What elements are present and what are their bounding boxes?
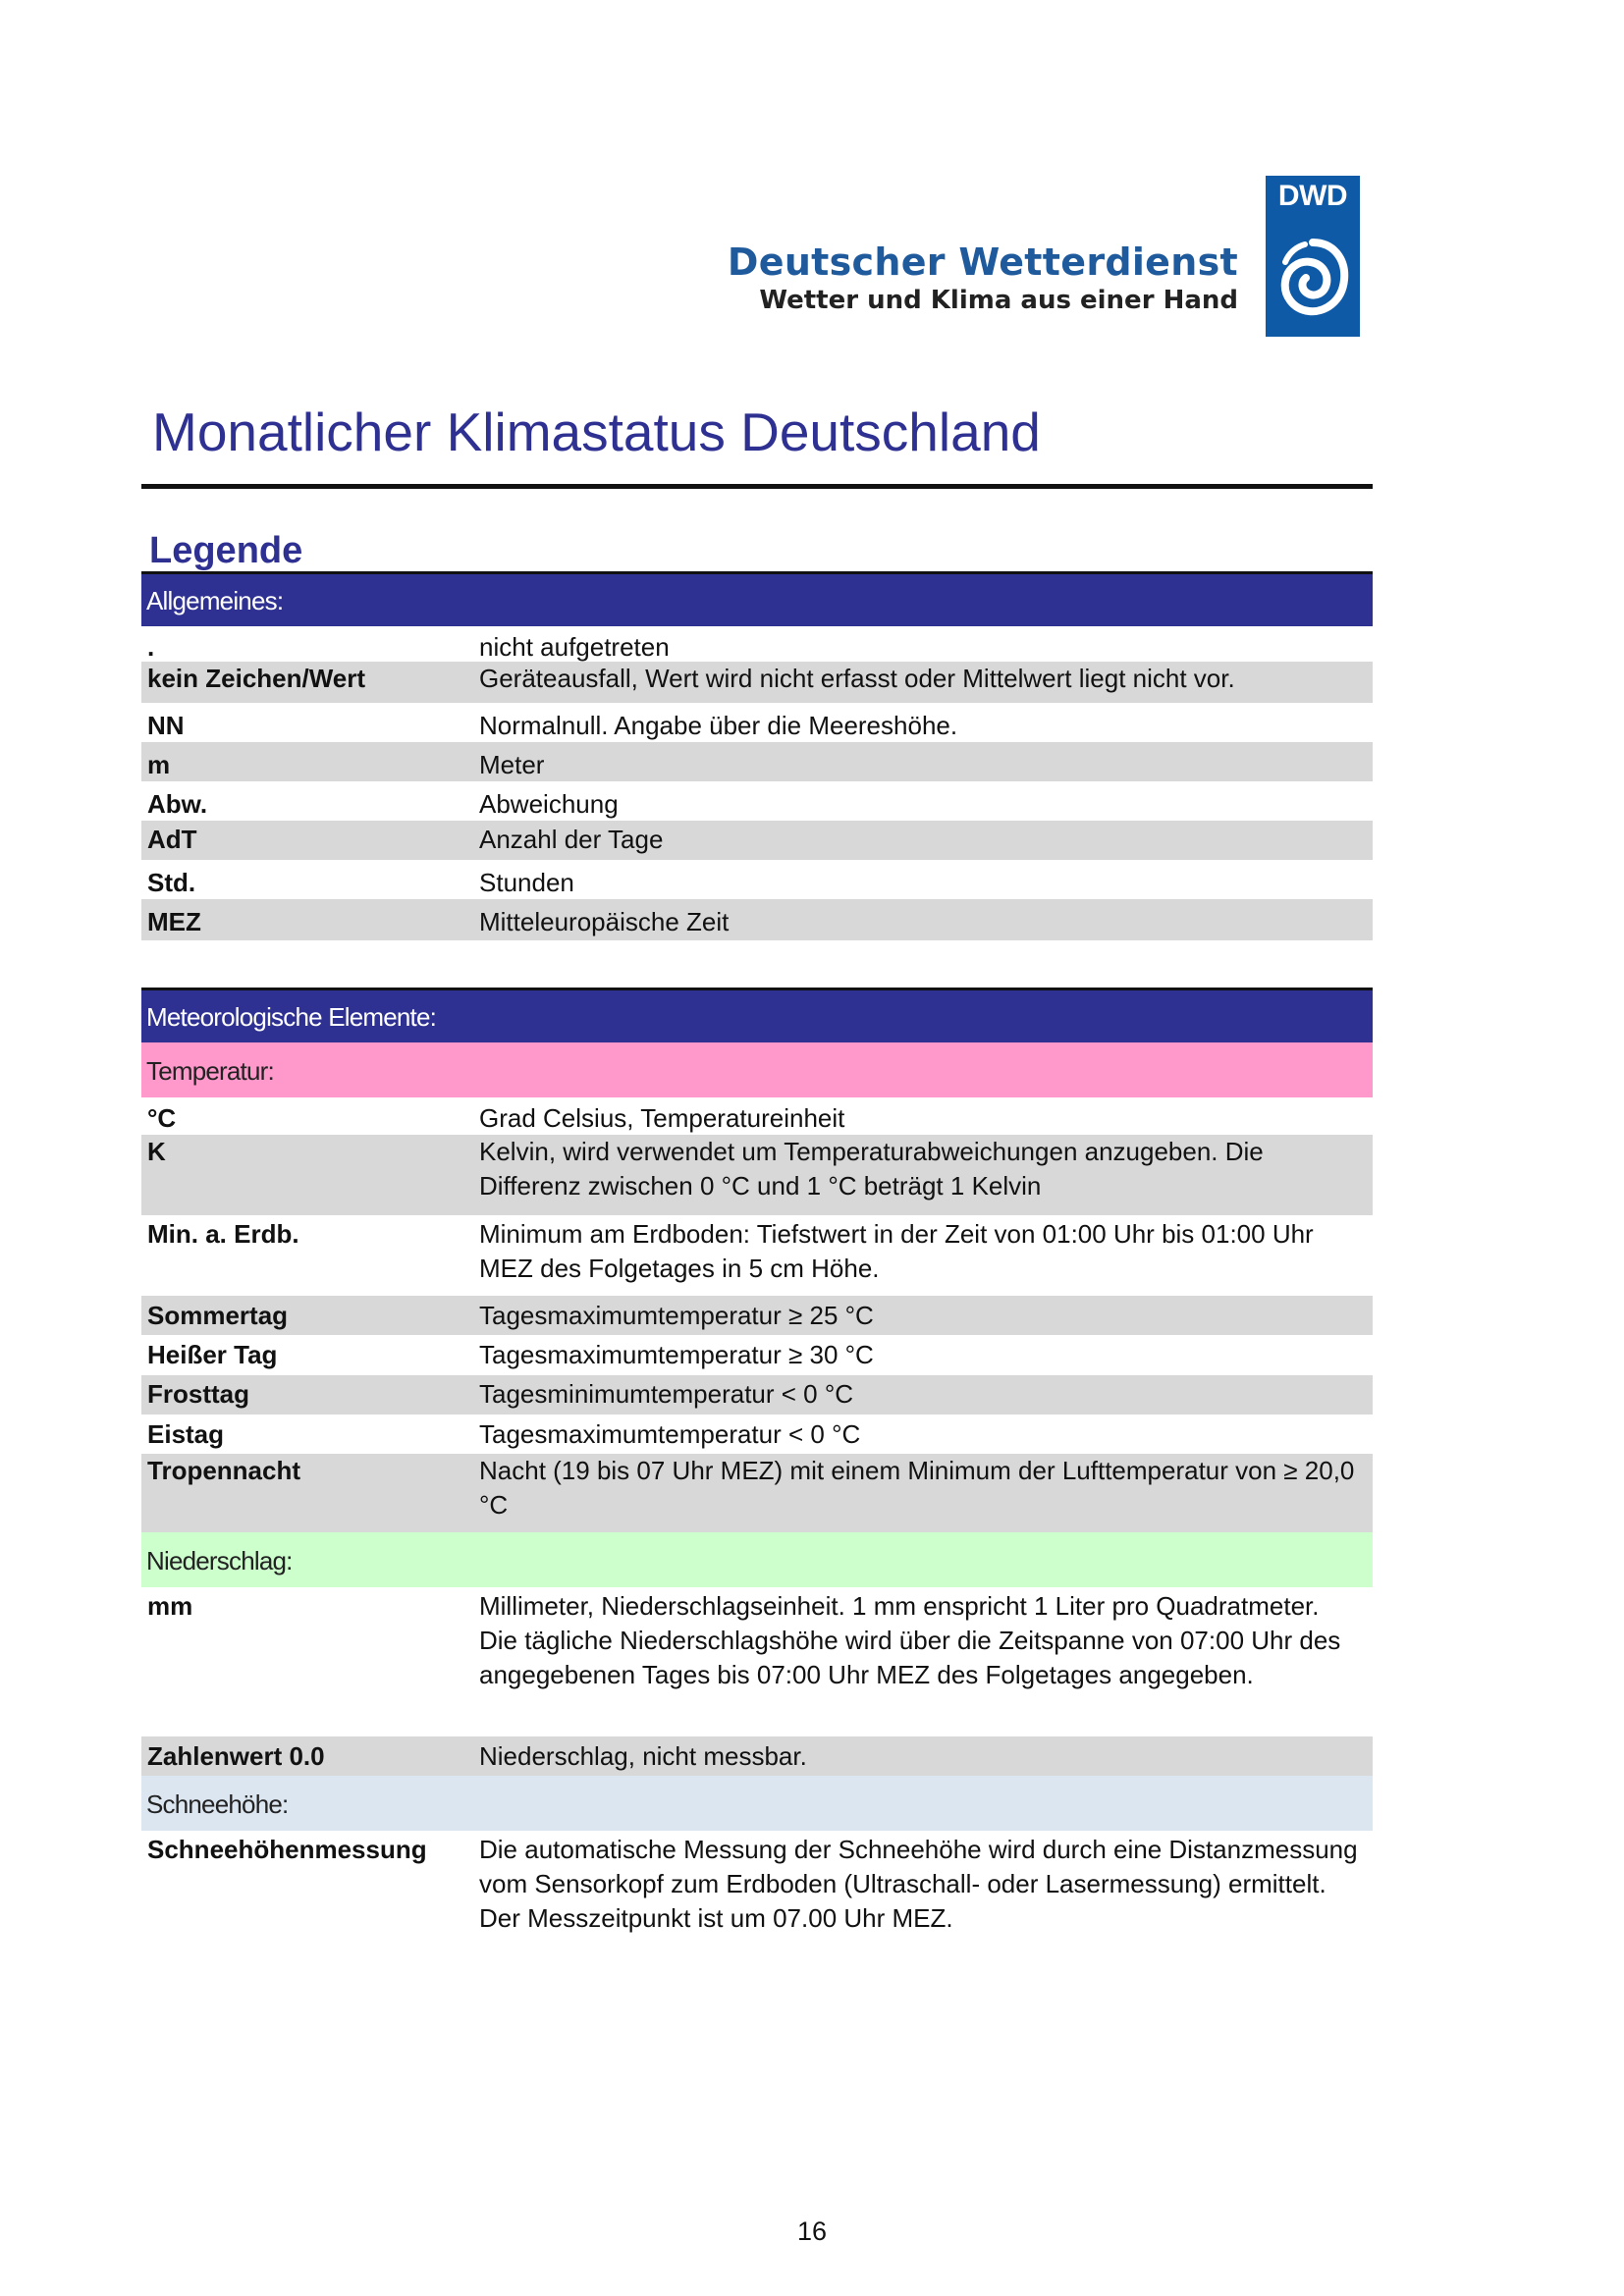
- general-header: Allgemeines:: [141, 571, 1373, 626]
- term: m: [147, 750, 171, 779]
- term: Sommertag: [147, 1301, 289, 1330]
- elements-table: [141, 988, 1373, 1968]
- description: Stunden: [479, 868, 574, 897]
- description: Nacht (19 bis 07 Uhr MEZ) mit einem Minimum der Lufttemperatur von ≥ 20,0 °C: [479, 1456, 1355, 1520]
- term: Tropennacht: [147, 1456, 301, 1485]
- description: Tagesmaximumtemperatur ≥ 30 °C: [479, 1340, 874, 1369]
- logo-tagline: Wetter und Klima aus einer Hand: [759, 286, 1238, 315]
- term: Std.: [147, 868, 196, 897]
- term: Abw.: [147, 789, 208, 819]
- description: Minimum am Erdboden: Tiefstwert in der Zeit von 01:00 Uhr bis 01:00 Uhr MEZ des Folgetages in 5 cm Höhe.: [479, 1219, 1314, 1283]
- logo-text: [728, 240, 1238, 317]
- table-row: [141, 1736, 1373, 1776]
- description: Normalnull. Angabe über die Meereshöhe.: [479, 711, 958, 740]
- term: kein Zeichen/Wert: [147, 664, 366, 693]
- snow-header: Schneehöhe:: [141, 1776, 1373, 1831]
- description: Meter: [479, 750, 545, 779]
- term: Heißer Tag: [147, 1340, 278, 1369]
- description: Mitteleuropäische Zeit: [479, 907, 730, 936]
- table-row: [141, 899, 1373, 940]
- legend-title: Legende: [149, 530, 303, 571]
- table-row: [141, 1587, 1373, 1736]
- term: .: [147, 632, 155, 662]
- page-title: Monatlicher Klimastatus Deutschland: [152, 401, 1041, 462]
- elements-header: Meteorologische Elemente:: [141, 988, 1373, 1042]
- description: Tagesmaximumtemperatur < 0 °C: [479, 1419, 861, 1449]
- table-row: [141, 742, 1373, 781]
- table-row: [141, 781, 1373, 821]
- term: mm: [147, 1591, 193, 1621]
- term: Frosttag: [147, 1379, 249, 1409]
- table-row: [141, 1296, 1373, 1335]
- precipitation-header: Niederschlag:: [141, 1532, 1373, 1587]
- table-row: [141, 1454, 1373, 1532]
- swirl-icon: [1275, 233, 1350, 321]
- table-row: [141, 1097, 1373, 1135]
- general-table: [141, 571, 1373, 940]
- table-row: [141, 1375, 1373, 1415]
- term: Zahlenwert 0.0: [147, 1741, 325, 1771]
- table-row: [141, 1335, 1373, 1375]
- table-row: [141, 626, 1373, 662]
- term: Schneehöhenmessung: [147, 1835, 427, 1864]
- term: MEZ: [147, 907, 201, 936]
- term: Eistag: [147, 1419, 225, 1449]
- term: Min. a. Erdb.: [147, 1219, 299, 1249]
- term: NN: [147, 711, 185, 740]
- description-line: Der Messzeitpunkt ist um 07.00 Uhr MEZ.: [479, 1903, 953, 1933]
- dwd-emblem: [1266, 176, 1360, 337]
- description: Anzahl der Tage: [479, 825, 664, 854]
- description: Grad Celsius, Temperatureinheit: [479, 1103, 845, 1133]
- description: [479, 1833, 1373, 1968]
- table-row: [141, 703, 1373, 742]
- table-row: [141, 1135, 1373, 1215]
- description: nicht aufgetreten: [479, 632, 670, 662]
- table-row: [141, 860, 1373, 899]
- description: Geräteausfall, Wert wird nicht erfasst oder Mittelwert liegt nicht vor.: [479, 664, 1235, 693]
- term: K: [147, 1137, 166, 1166]
- description: Niederschlag, nicht messbar.: [479, 1741, 807, 1771]
- table-row: [141, 662, 1373, 703]
- table-row: [141, 821, 1373, 860]
- logo-abbr: DWD: [1277, 180, 1348, 212]
- description: Tagesminimumtemperatur < 0 °C: [479, 1379, 854, 1409]
- description: Abweichung: [479, 789, 619, 819]
- table-row: [141, 1215, 1373, 1296]
- term: °C: [147, 1103, 177, 1133]
- logo-name: Deutscher Wetterdienst: [727, 240, 1238, 284]
- description: Kelvin, wird verwendet um Temperaturabweichungen anzugeben. Die Differenz zwischen 0 °C und 1 °C beträgt 1 Kelvin: [479, 1137, 1264, 1201]
- dwd-logo: [727, 176, 1360, 339]
- table-row: [141, 1831, 1373, 1968]
- description: Millimeter, Niederschlagseinheit. 1 mm enspricht 1 Liter pro Quadratmeter. Die tägliche Niederschlagshöhe wird über die Zeitspanne von 07:00 Uhr des angegebenen Tages bis 07:00 Uhr MEZ des Folgetages angegeben.: [479, 1591, 1341, 1689]
- term: AdT: [147, 825, 197, 854]
- title-divider: [141, 484, 1373, 489]
- page-number: 16: [796, 2216, 828, 2246]
- description: Tagesmaximumtemperatur ≥ 25 °C: [479, 1301, 874, 1330]
- table-row: [141, 1415, 1373, 1454]
- temperature-header: Temperatur:: [141, 1042, 1373, 1097]
- description-line: Die automatische Messung der Schneehöhe wird durch eine Distanzmessung vom Sensorkopf zum Erdboden (Ultraschall- oder Lasermessung) ermittelt.: [479, 1835, 1358, 1898]
